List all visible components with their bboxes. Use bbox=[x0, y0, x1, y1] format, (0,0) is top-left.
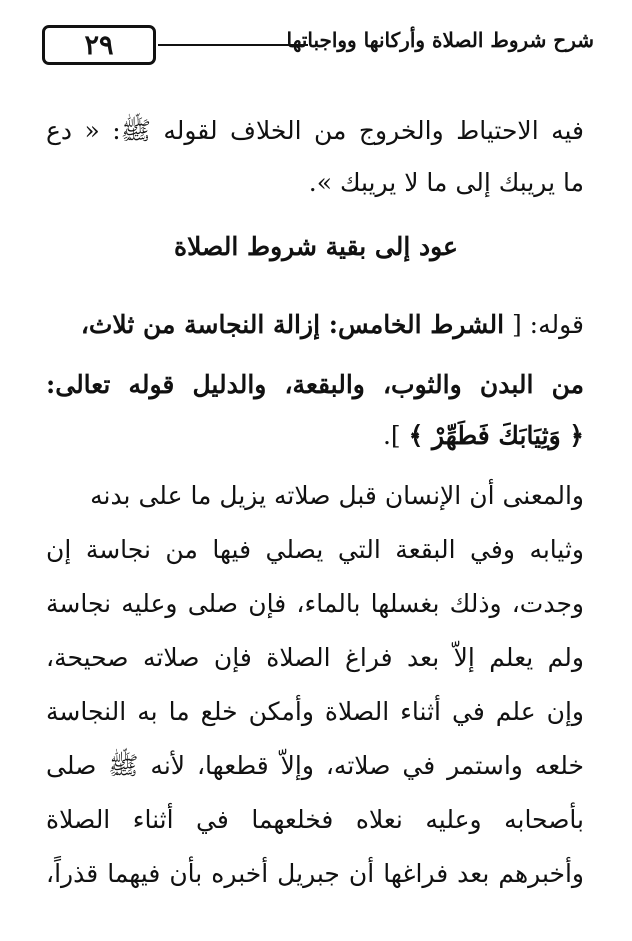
explanation-line-7: بأصحابه وعليه نعلاه فخلعهما في أثناء الصلاة bbox=[46, 805, 584, 834]
explanation-line-2: وثيابه وفي البقعة التي يصلي فيها من نجاسة إن bbox=[46, 535, 584, 564]
explanation-line-3: وجدت، وذلك بغسلها بالماء، فإن صلى وعليه نجاسة bbox=[46, 589, 584, 618]
intro-line-1: فيه الاحتياط والخروج من الخلاف لقوله ﷺ: « دع bbox=[46, 116, 584, 145]
quote-condition-title: الشرط الخامس: إزالة النجاسة من ثلاث، bbox=[80, 310, 505, 339]
explanation-line-6: خلعه واستمر في صلاته، وإلاّ قطعها، لأنه ﷺ صلى bbox=[46, 751, 584, 780]
quran-verse: ﴿ وَثِيَابَكَ فَطَهِّرْ ﴾ bbox=[408, 421, 584, 450]
section-heading: عود إلى بقية شروط الصلاة bbox=[174, 232, 458, 261]
explanation-line-4: ولم يعلم إلاّ بعد فراغ الصلاة فإن صلاته صحيحة، bbox=[46, 643, 584, 672]
running-title: شرح شروط الصلاة وأركانها وواجباتها bbox=[286, 28, 594, 52]
quote-line-1 bbox=[81, 312, 584, 337]
explanation-line-1: والمعنى أن الإنسان قبل صلاته يزيل ما على بدنه bbox=[90, 481, 584, 510]
page-number: ٢٩ bbox=[42, 25, 156, 65]
page-header bbox=[40, 22, 600, 72]
explanation-line-5: وإن علم في أثناء الصلاة وأمكن خلع ما به النجاسة bbox=[46, 697, 584, 726]
quote-line-2: من البدن والثوب، والبقعة، والدليل قوله تعالى: bbox=[46, 370, 584, 399]
quote-close: ]. bbox=[382, 421, 401, 450]
quote-prefix: قوله: [ bbox=[511, 310, 584, 339]
intro-line-2: ما يريبك إلى ما لا يريبك ». bbox=[308, 168, 584, 197]
quote-line-3 bbox=[383, 423, 584, 448]
explanation-line-8: وأخبرهم بعد فراغها أن جبريل أخبره بأن فيهما قذراً، bbox=[46, 859, 584, 888]
